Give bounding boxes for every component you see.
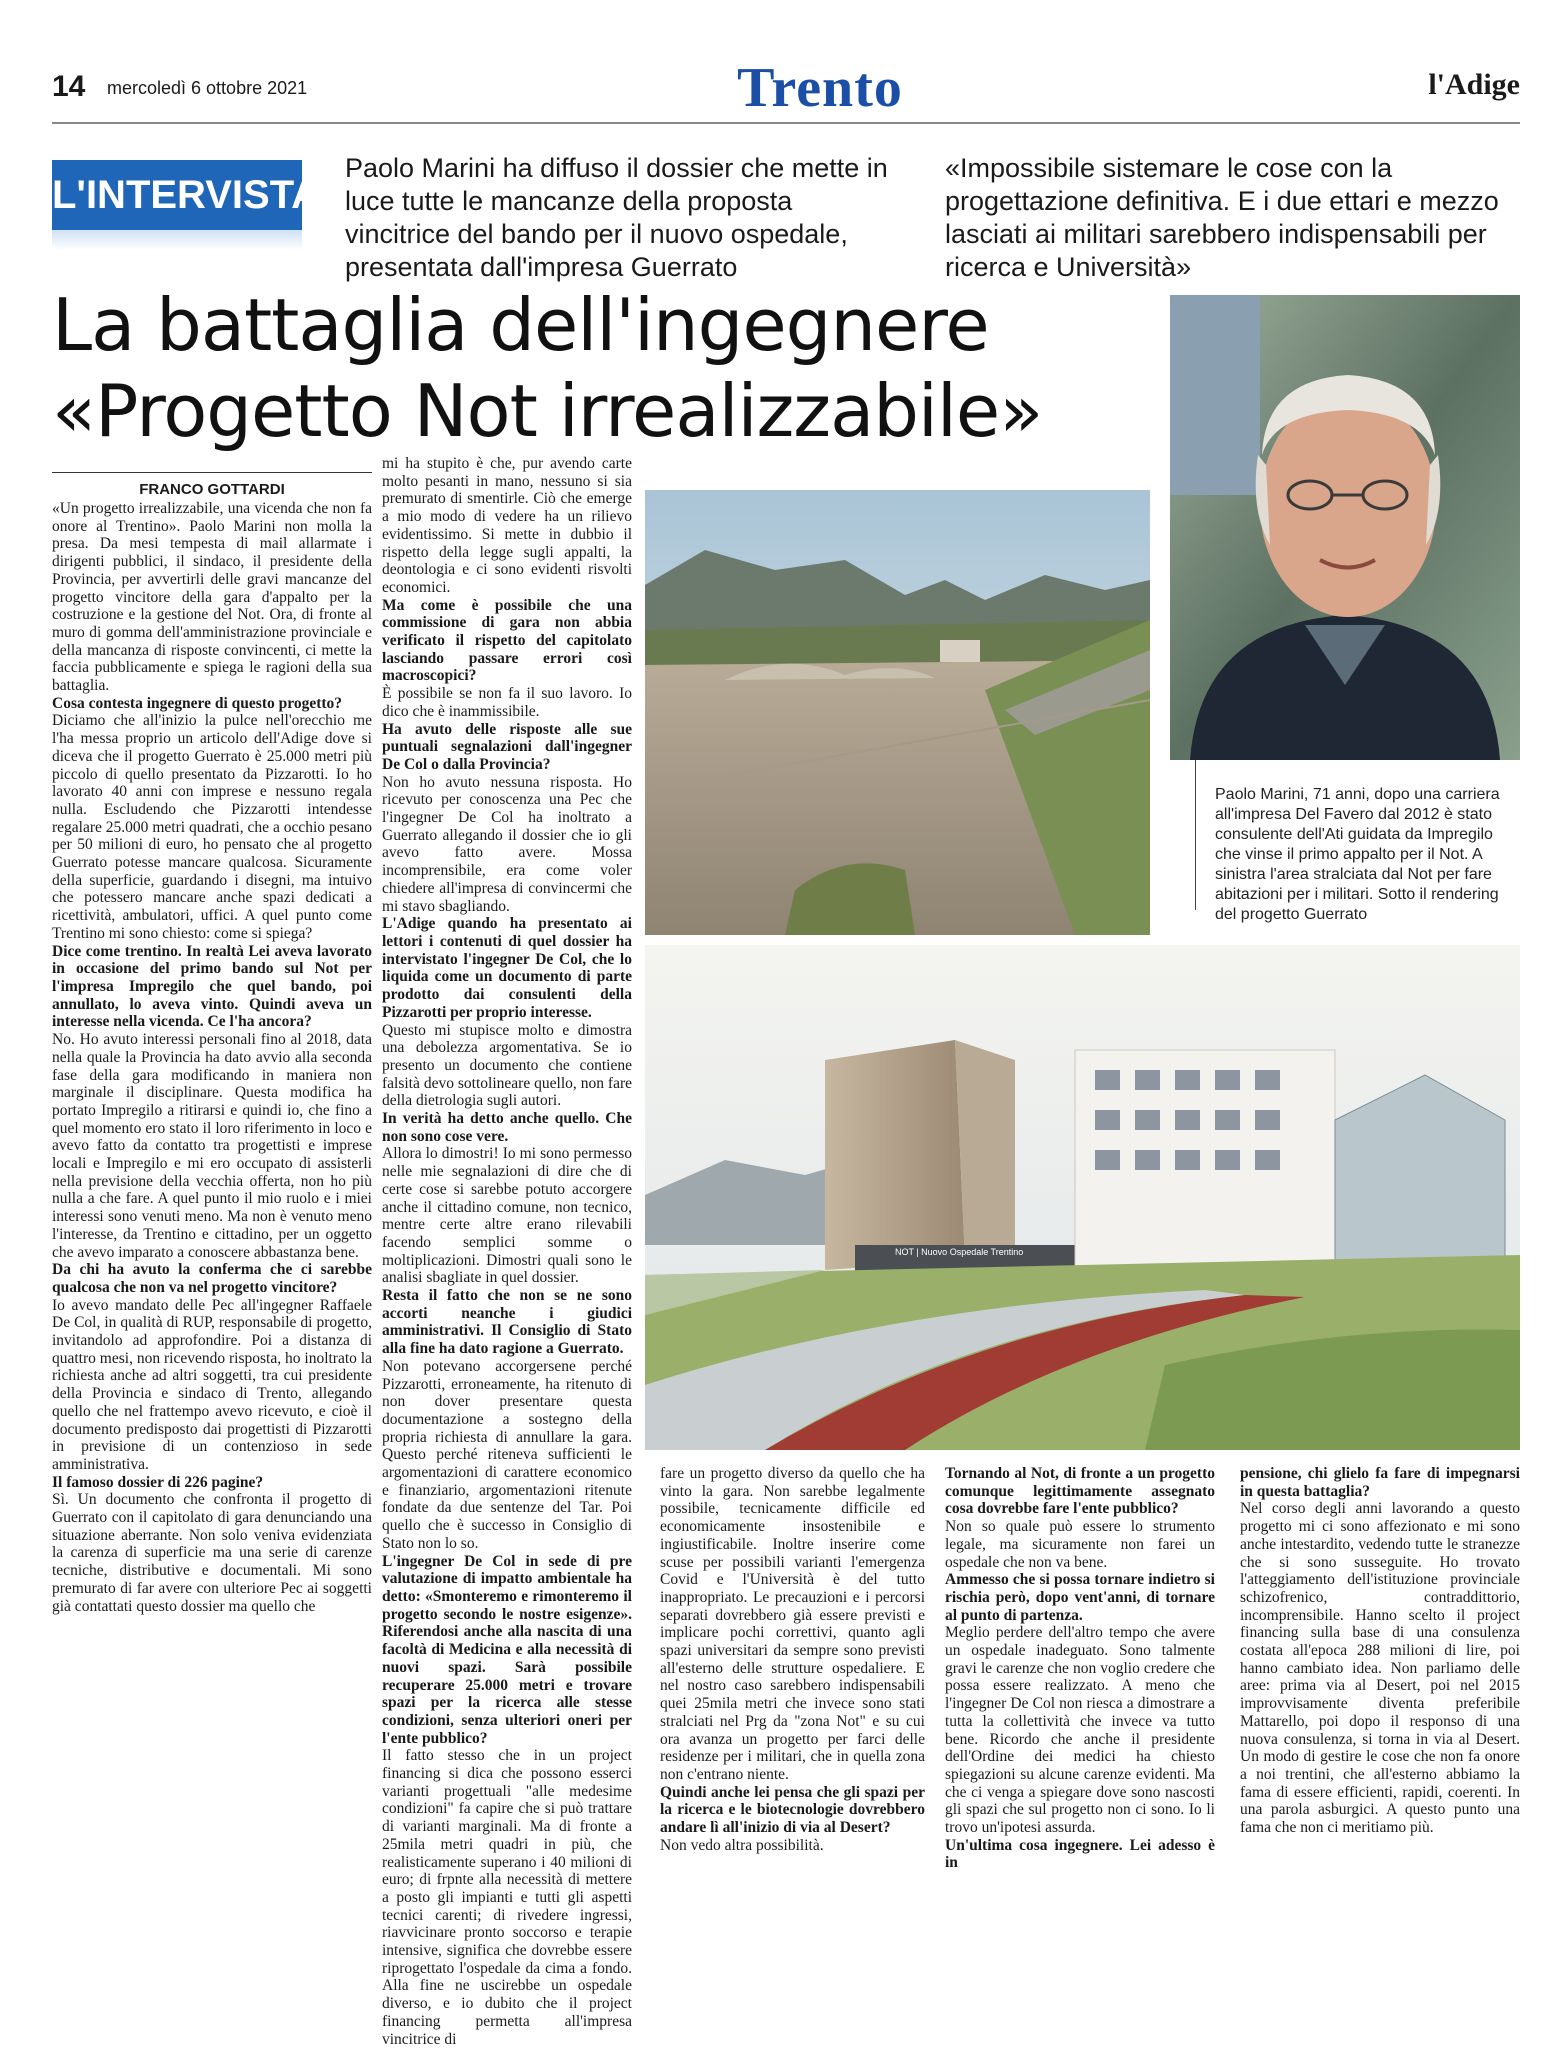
byline: FRANCO GOTTARDI xyxy=(52,472,372,498)
interview-paragraph: È possibile se non fa il suo lavoro. Io dico che è inammissibile. xyxy=(382,685,632,720)
rendering-sign: NOT | Nuovo Ospedale Trentino xyxy=(895,1247,1024,1257)
interview-question: Un'ultima cosa ingegnere. Lei adesso è in xyxy=(945,1836,1215,1872)
interview-question: L'ingegner De Col in sede di pre valutazione di impatto ambientale ha detto: «Smonteremo e rimonteremo il progetto secondo le nostre esigenze». Riferendosi anche alla nascita di una facoltà di Medicina e alla necessità di nuovi spazi. Sarà possibile recuperare 25.000 metri e trovare spazi per la ricerca alle stesse condizioni, senza ulteriori oneri per l'ente pubblico? xyxy=(382,1552,632,1747)
article-column-1 xyxy=(52,500,372,1840)
interview-question: Resta il fatto che non se ne sono accorti neanche i giudici amministrativi. Il Consiglio di Stato alla fine ha dato ragione a Guerrato. xyxy=(382,1287,632,1358)
page-number: 14 xyxy=(52,70,86,103)
interview-paragraph: Diciamo che all'inizio la pulce nell'orecchio me l'ha messa proprio un articolo dell'Adige dove si diceva che il progetto Guerrato è 25.000 metri più piccolo di quello presentato da Pizzarotti. Io ho lavorato 40 anni con imprese e nessuno regala nulla. Escludendo che Pizzarotti intendesse regalare 25.000 metri quadrati, che a occhio pesano per 50 milioni di euro, ho pensato che al progetto Guerrato potesse mancare qualcosa. Sicuramente della superficie, guardando i disegni, ma intuivo che potessero mancare anche spazi dedicati a ricettività, ambulatori, uffici. A quel punto come Trentino mi sono chiesto: come si spiega? xyxy=(52,712,372,942)
portrait-image xyxy=(1170,295,1520,760)
interview-question: Ha avuto delle risposte alle sue puntuali segnalazioni dall'ingegner De Col o dalla Provincia? xyxy=(382,720,632,773)
interview-question: Il famoso dossier di 226 pagine? xyxy=(52,1473,264,1491)
interview-paragraph: fare un progetto diverso da quello che ha vinto la gara. Non sarebbe legalmente possibile, tecnicamente difficile ed economicamente insostenibile e ingiustificabile. Inoltre inserire come scuse per possibili varianti l'emergenza Covid e l'Università è del tutto inappropriato. Le precauzioni e i percorsi separati dovrebbero già essere previsti e implicare pochi correttivi, quanto agli spazi universitari da sempre sono previsti all'esterno delle strutture ospedaliere. E nel nostro caso sarebbero indispensabili quei 25mila metri che invece sono stati stralciati nel Prg da "zona Not" e su cui ora avanza un progetto per farci delle residenze per i militari, che in quella zona non c'entrano niente. xyxy=(660,1465,925,1783)
interview-paragraph: Allora lo dimostri! Io mi sono permesso nelle mie segnalazioni di dire che di certe cose si sarebbe potuto accorgere anche il cittadino comune, non tecnico, mentre certe altre erano rilevabili facendo semplici somme o moltiplicazioni. Dimostri quali sono le analisi sbagliate in quel dossier. xyxy=(382,1145,632,1287)
interview-paragraph: Sì. Un documento che confronta il progetto di Guerrato con il capitolato di gara denunciando una situazione aberrante. Non solo veniva evidenziata la carenza di superficie ma una serie di carenze tecniche, distributive e documentali. Mi sono premurato di far avere con ulteriore Pec ai soggetti già contattati questo dossier ma quello che xyxy=(52,1491,372,1615)
page-header xyxy=(52,56,1520,119)
article-column-5 xyxy=(1240,1465,1520,1840)
interview-paragraph: Non vedo altra possibilità. xyxy=(660,1836,824,1854)
interview-paragraph: No. Ho avuto interessi personali fino al 2018, data nella quale la Provincia ha dato avvio alla seconda fase della gara modificando in maniera non marginale il disciplinare. Questa modifica ha portato Impregilo a ritirarsi e quindi io, che fino a quel momento ero stato il loro riferimento in loco e avevo fatto da contatto tra progettisti e imprese locali e Impregilo e mi ero occupato di assisterli nella previsione della vecchia offerta, non ho più nulla a che fare. A quel punto il mio ruolo e i miei interessi sono venuti meno. Ma non è venuto meno l'interesse, da Trentino e cittadino, per un oggetto che avevo imparato a conoscere abbastanza bene. xyxy=(52,1031,372,1261)
interview-paragraph: Il fatto stesso che in un project financing si dica che possono esserci varianti progettuali "alle medesime condizioni" fa capire che si può trattare di varianti marginali. Ma di fronte a 25mila metri quadri in più, che realisticamente superano i 40 milioni di euro; di frpnte alla necessità di mettere a posto gli impianti e tutti gli aspetti tecnici carenti; di rivedere ingressi, riavvicinare pronto soccorso e terapie intensive, significa che dovrebbe essere riprogettato l'ospedale da cima a fondo. Alla fine ne uscirebbe un ospedale diverso, e io dubito che il project financing permetta all'impresa vincitrice di xyxy=(382,1747,632,2048)
interview-question: Ma come è possibile che una commissione di gara non abbia verificato il rispetto del capitolato lasciando passare errori così macroscopici? xyxy=(382,596,632,685)
interview-paragraph: Nel corso degli anni lavorando a questo progetto mi ci sono affezionato e mi sono anche intestardito, vedendo tutte le stranezze che si sono susseguite. Ho trovato l'atteggiamento dell'istituzione provinciale schizofrenico, contraddittorio, incomprensibile. Hanno scelto il project financing sulla base di una consulenza costata all'epoca 288 milioni di lire, poi hanno cambiato idea. Non parliamo delle aree: prima via al Desert, poi nel 2015 improvvisamente diventa preferibile Mattarello, poi dopo il responso di una nuova consulenza, si torna in via al Desert. Un modo di gestire le cose che non fa onore a noi trentini, che all'esterno abbiamo la fama di essere efficienti, rapidi, coerenti. In una parola asburgici. A questo punto una fama che non ci meritiamo più. xyxy=(1240,1500,1520,1837)
kicker-right: «Impossibile sistemare le cose con la progettazione definitiva. E i due ettari e mezzo lasciati ai militari sarebbero indispensabili per ricerca e Università» xyxy=(945,153,1499,282)
page-date: mercoledì 6 ottobre 2021 xyxy=(107,78,308,98)
interview-question: Ammesso che si possa tornare indietro si rischia però, dopo vent'anni, di tornare al punto di partenza. xyxy=(945,1571,1215,1624)
interview-paragraph: Meglio perdere dell'altro tempo che avere un ospedale inadeguato. Sono talmente gravi le carenze che non voglio credere che possa essere realizzato. A meno che l'ingegner De Col non riesca a dimostrare a tutta la collettività che invece va tutto bene. Ricordo che anche il presidente dell'Ordine dei medici ha chiesto spiegazioni su alcune carenze evidenti. Ma che ci venga a spiegare dove sono nascosti gli spazi che sul progetto non ci sono. Io li trovo un'ipotesi assurda. xyxy=(945,1624,1215,1837)
interview-question: L'Adige quando ha presentato ai lettori i contenuti di quel dossier ha intervistato l'ingegner De Col, che lo liquida come un documento di parte prodotto dai consulenti della Pizzarotti per proprio interesse. xyxy=(382,915,632,1021)
newspaper-name[interactable]: l'Adige xyxy=(1428,68,1520,101)
interview-question: Cosa contesta ingegnere di questo progetto? xyxy=(52,694,343,712)
article-column-3 xyxy=(660,1465,925,1854)
badge-shadow xyxy=(52,230,302,250)
interview-question: In verità ha detto anche quello. Che non sono cose vere. xyxy=(382,1110,632,1145)
interview-paragraph: mi ha stupito è che, pur avendo carte molto pesanti in mano, nessuno si sia premurato di smentirle. Ciò che emerge a mio modo di vedere ha un rilievo evidentissimo. Si mette in dubbio il rispetto della legge sugli appalti, la deontologia e ci sono evidenti risvolti economici. xyxy=(382,455,632,596)
interview-paragraph: Questo mi stupisce molto e dimostra una debolezza argomentativa. Se io presento un documento che contiene falsità devo sottolineare quello, non fare della dietrologia sugli autori. xyxy=(382,1021,632,1110)
photo-portrait-paolo-marini xyxy=(1170,295,1520,760)
interview-question: Tornando al Not, di fronte a un progetto comunque legittimamente assegnato cosa dovrebbe fare l'ente pubblico? xyxy=(945,1465,1215,1518)
article-column-4 xyxy=(945,1465,1215,1872)
interview-paragraph: «Un progetto irrealizzabile, una vicenda che non fa onore al Trentino». Paolo Marini non molla la presa. Da mesi tempesta di mail allarmate i dirigenti pubblici, il sindaco, il presidente della Provincia, per avvertirli delle gravi mancanze del progetto vincitore della gara d'appalto per la costruzione e la gestione del Not. Ora, di fronte al muro di gomma dell'amministrazione provinciale e della mancanza di risposte convincenti, ci mette la faccia pubblicamente e spiega le ragioni della sua battaglia. xyxy=(52,500,372,695)
header-rule xyxy=(52,122,1520,124)
headline xyxy=(52,282,1172,454)
interview-paragraph: Non so quale può essere lo strumento legale, ma sicuramente non farei un ospedale che non va bene. xyxy=(945,1518,1215,1571)
rendering-image xyxy=(645,945,1520,1450)
photo-rendering-guerrato xyxy=(645,945,1520,1450)
headline-line-1: La battaglia dell'ingegnere xyxy=(52,283,989,367)
photo-empty-area-image xyxy=(645,490,1150,935)
interview-question: Quindi anche lei pensa che gli spazi per la ricerca e le biotecnologie dovrebbero andare lì all'inizio di via al Desert? xyxy=(660,1783,925,1837)
photo-empty-area xyxy=(645,490,1150,935)
interview-question: Da chi ha avuto la conferma che ci sarebbe qualcosa che non va nel progetto vincitore? xyxy=(52,1261,372,1296)
interview-badge: L'INTERVISTA xyxy=(52,160,302,230)
interview-paragraph: Non ho avuto nessuna risposta. Ho ricevuto per conoscenza una Pec che l'ingegner De Col ha inoltrato a Guerrato allegando il dossier che io gli avevo fatto avere. Mossa incomprensibile, era come voler chiedere all'impresa di convincermi che mi stavo sbagliando. xyxy=(382,773,632,915)
photo-caption: Paolo Marini, 71 anni, dopo una carriera all'impresa Del Favero dal 2012 è stato consulente dell'Ati guidata da Impregilo che vinse il primo appalto per il Not. A sinistra l'area stralciata dal Not per fare abitazioni per i militari. Sotto il rendering del progetto Guerrato xyxy=(1215,786,1500,923)
interview-question: pensione, chi glielo fa fare di impegnarsi in questa battaglia? xyxy=(1240,1465,1520,1500)
headline-line-2: «Progetto Not irrealizzabile» xyxy=(52,369,1043,453)
section-title[interactable]: Trento xyxy=(737,57,903,119)
kicker-left: Paolo Marini ha diffuso il dossier che mette in luce tutte le mancanze della proposta vincitrice del bando per il nuovo ospedale, presentata dall'impresa Guerrato xyxy=(345,153,888,282)
interview-paragraph: Non potevano accorgersene perché Pizzarotti, erroneamente, ha ritenuto di non dover presentare questa documentazione a sostegno della propria richiesta di annullare la gara. Questo perché riteneva sufficienti le argomentazioni di carattere economico e finanziario, argomentazioni ritenute fondate da due sentenze del Tar. Poi quello che è successo in Consiglio di Stato non lo so. xyxy=(382,1357,632,1552)
caption-rule xyxy=(1195,760,1196,910)
interview-paragraph: Io avevo mandato delle Pec all'ingegner Raffaele De Col, in qualità di RUP, responsabile di progetto, invitandolo ad approfondire. Poi a distanza di quattro mesi, non ricevendo risposta, ho inoltrato la richiesta anche ad altri soggetti, tra cui presidente della Provincia e sindaco di Trento, allegando quello che nel frattempo avevo ricevuto, e cioè il documento predisposto dai progettisti di Pizzarotti in previsione di un contenzioso in sede amministrativa. xyxy=(52,1296,372,1473)
interview-question: Dice come trentino. In realtà Lei aveva lavorato in occasione del primo bando sul Not per l'impresa Impregilo che quel bando, poi annullato, lo aveva vinto. Quindi aveva un interesse nella vicenda. Ce l'ha ancora? xyxy=(52,942,372,1031)
article-column-2 xyxy=(382,455,632,2048)
